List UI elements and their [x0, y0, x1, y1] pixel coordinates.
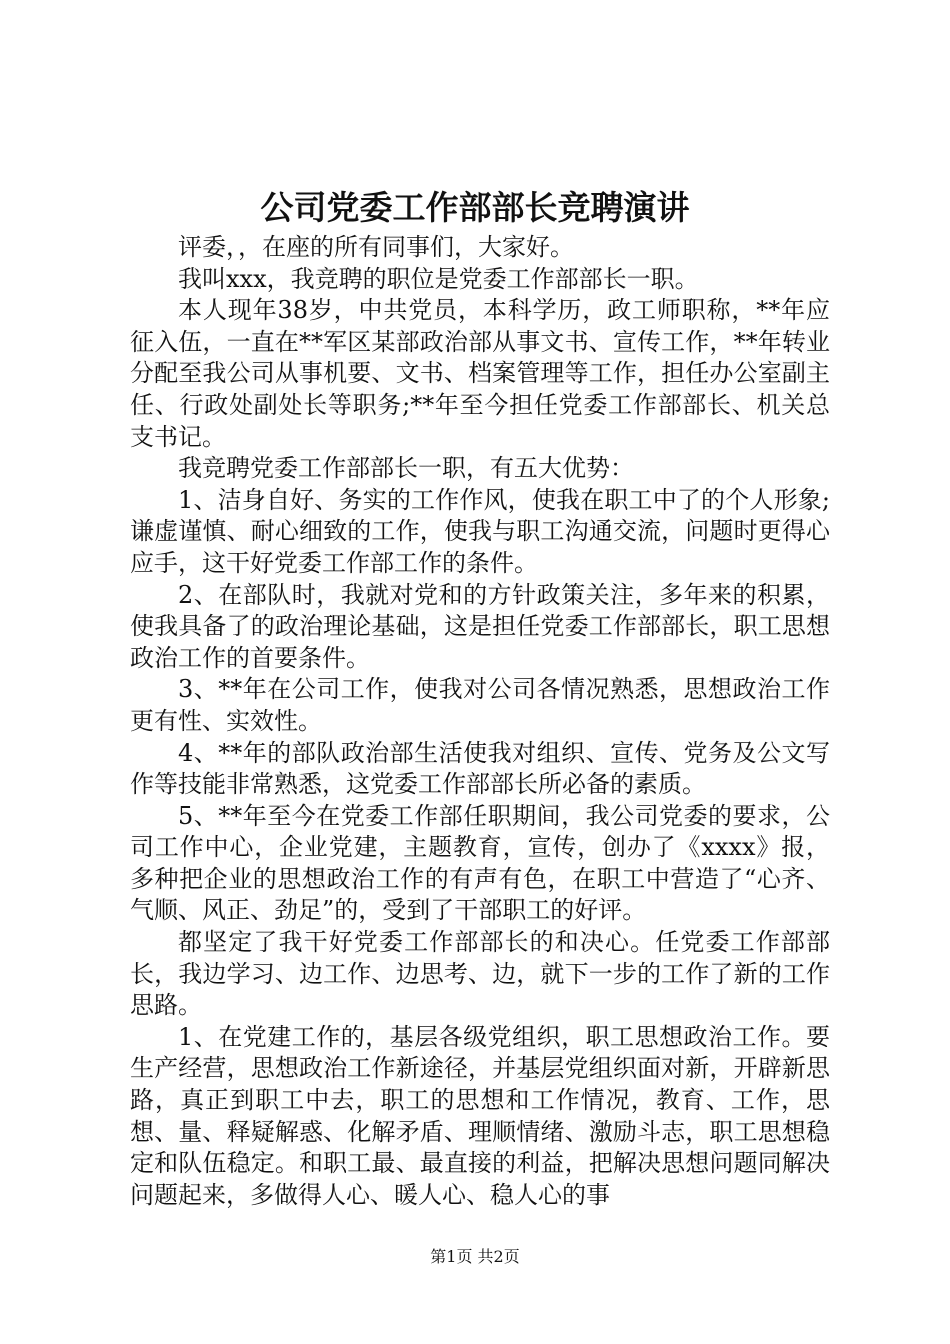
paragraph: 我叫xxx，我竞聘的职位是党委工作部部长一职。	[178, 264, 699, 293]
page-title: 公司党委工作部部长竞聘演讲	[260, 188, 690, 227]
paragraph: 2、在部队时，我就对党和的方针政策关注，多年来的积累，使我具备了的政治理论基础，这是担任党委工作部部长，职工思想政治工作的首要条件。	[130, 580, 830, 672]
paragraph: 都坚定了我干好党委工作部部长的和决心。任党委工作部部长，我边学习、边工作、边思考、边，就下一步的工作了新的工作思路。	[130, 928, 830, 1020]
paragraph: 5、**年至今在党委工作部任职期间，我公司党委的要求，公司工作中心，企业党建，主题教育，宣传，创办了《xxxx》报，多种把企业的思想政治工作的有声有色，在职工中营造了“心齐、气顺、风正、劲足”的，受到了干部职工的好评。	[130, 801, 830, 925]
paragraph: 1、在党建工作的，基层各级党组织，职工思想政治工作。要生产经营，思想政治工作新途径，并基层党组织面对新，开辟新思路，真正到职工中去，职工的思想和工作情况，教育、工作，思想、量、释疑解惑、化解矛盾、理顺情绪、激励斗志，职工思想稳定和队伍稳定。和职工最、最直接的利益，把解决思想问题同解决问题起来，多做得人心、暖人心、稳人心的事	[130, 1022, 830, 1209]
paragraph: 我竞聘党委工作部部长一职，有五大优势：	[178, 454, 634, 483]
paragraph: 评委，，在座的所有同事们，大家好。	[178, 233, 574, 261]
paragraph: 3、**年在公司工作，使我对公司各情况熟悉，思想政治工作更有性、实效性。	[130, 675, 830, 735]
page-footer: 第1页 共2页	[430, 1247, 520, 1266]
paragraph: 本人现年38岁，中共党员，本科学历，政工师职称，**年应征入伍，一直在**军区某部政治部从事文书、宣传工作，**年转业分配至我公司从事机要、文书、档案管理等工作，担任办公室副主任、行政处副处长等职务;**年至今担任党委工作部部长、机关总支书记。	[130, 296, 830, 451]
paragraph: 4、**年的部队政治部生活使我对组织、宣传、党务及公文写作等技能非常熟悉，这党委工作部部长所必备的素质。	[130, 738, 830, 799]
document-body	[130, 232, 830, 1211]
paragraph: 1、洁身自好、务实的工作作风，使我在职工中了的个人形象;谦虚谨慎、耐心细致的工作，使我与职工沟通交流，问题时更得心应手，这干好党委工作部工作的条件。	[130, 485, 830, 577]
